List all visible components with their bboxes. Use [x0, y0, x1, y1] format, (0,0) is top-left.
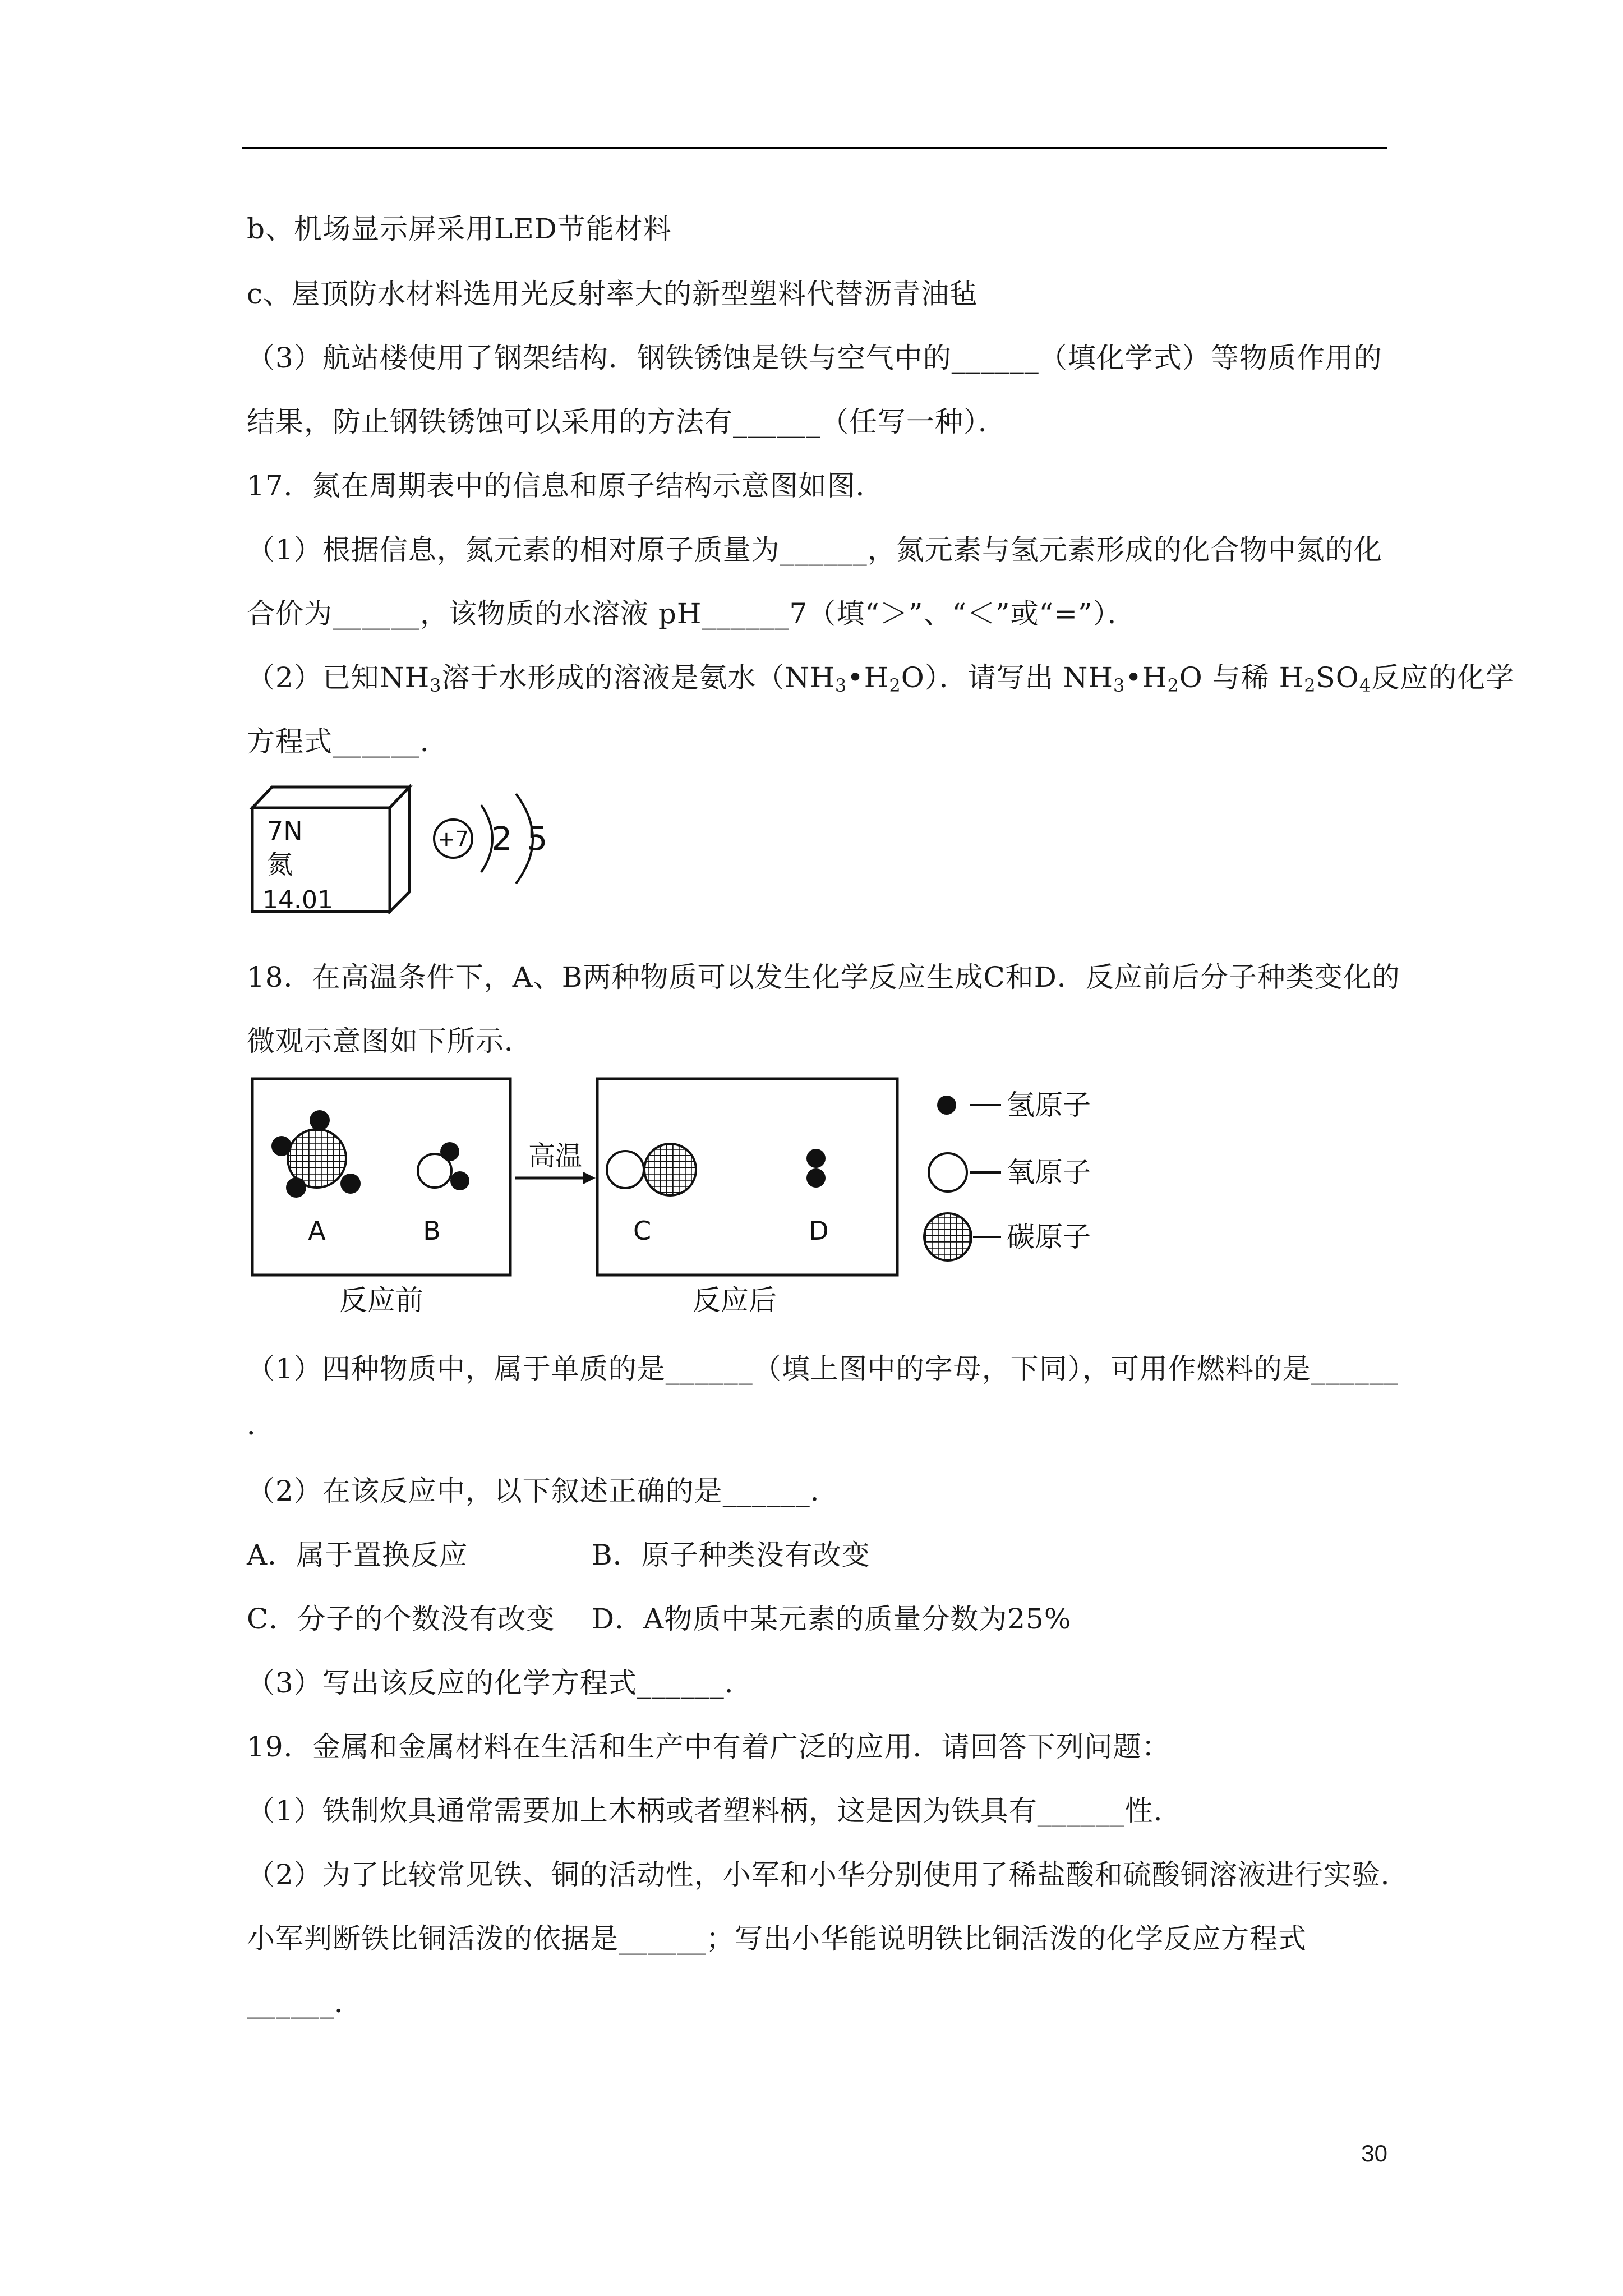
after-caption: 反应后: [693, 1284, 777, 1317]
text-line: （1）铁制炊具通常需要加上木柄或者塑料柄，这是因为铁具有______性．: [247, 1795, 1182, 1827]
text-line: （1）根据信息，氮元素的相对原子质量为______，氮元素与氢元素形成的化合物中氮的化: [247, 533, 1382, 566]
text-line: 微观示意图如下所示．: [247, 1025, 533, 1057]
hydrogen-atom: [806, 1149, 826, 1168]
question-19-title: 19．金属和金属材料在生活和生产中有着广泛的应用．请回答下列问题：: [247, 1731, 1170, 1763]
legend-oxygen-label: 氧原子: [1007, 1156, 1091, 1189]
element-symbol: 7N: [267, 816, 303, 846]
shell-1-electrons: 2: [491, 820, 513, 858]
question-18-title: 18．在高温条件下，A、B两种物质可以发生化学反应生成C和D．反应前后分子种类变化的: [247, 961, 1400, 993]
text-line: 合价为______，该物质的水溶液 pH______7（填“＞”、“＜”或“=”）．: [247, 597, 1136, 630]
element-box-top: [252, 787, 409, 808]
text-line: ．: [247, 1409, 275, 1441]
text-line: 结果，防止钢铁锈蚀可以采用的方法有______（任写一种）．: [247, 406, 1007, 438]
hydrogen-atom: [271, 1136, 292, 1156]
hydrogen-atom: [806, 1168, 826, 1188]
text-line: 方程式______．: [247, 725, 449, 758]
legend-carbon-symbol: [924, 1213, 971, 1260]
label-b: B: [423, 1216, 441, 1246]
arrow-label: 高温: [528, 1140, 583, 1172]
text-line: （2）为了比较常见铁、铜的活动性，小军和小华分别使用了稀盐酸和硫酸铜溶液进行实验．: [247, 1858, 1409, 1891]
element-mass: 14.01: [262, 886, 333, 914]
text-line: b、机场显示屏采用LED节能材料: [247, 213, 672, 245]
reaction-diagram: [247, 1069, 1133, 1321]
option-c: C．分子的个数没有改变: [247, 1603, 555, 1635]
text-line: （3）写出该反应的化学方程式______．: [247, 1667, 753, 1699]
text-line: （3）航站楼使用了钢架结构．钢铁锈蚀是铁与空气中的______（填化学式）等物质作用的: [247, 342, 1382, 374]
legend-hydrogen-label: 氢原子: [1007, 1089, 1091, 1121]
label-c: C: [633, 1216, 652, 1246]
legend-oxygen-symbol: [929, 1153, 967, 1191]
element-box-side: [390, 787, 409, 912]
legend-hydrogen-symbol: [937, 1096, 956, 1115]
hydrogen-atom: [440, 1142, 459, 1161]
carbon-atom: [644, 1144, 696, 1195]
label-d: D: [809, 1216, 829, 1246]
legend-carbon-label: 碳原子: [1007, 1221, 1091, 1253]
option-a: A．属于置换反应: [247, 1539, 468, 1571]
nucleus-charge: +7: [437, 827, 469, 852]
nitrogen-figure: [247, 777, 561, 914]
element-name: 氮: [267, 849, 293, 880]
shell-2-electrons: 5: [527, 820, 548, 858]
text-line: （2）在该反应中，以下叙述正确的是______．: [247, 1475, 839, 1507]
option-d: D．A物质中某元素的质量分数为25%: [592, 1603, 1072, 1635]
question-17-title: 17．氮在周期表中的信息和原子结构示意图如图．: [247, 470, 884, 502]
hydrogen-atom: [450, 1171, 469, 1190]
oxygen-atom: [607, 1151, 644, 1188]
text-line: 小军判断铁比铜活泼的依据是______；写出小华能说明铁比铜活泼的化学反应方程式: [247, 1922, 1307, 1955]
q17-part2-line: （2）已知$NH_3$溶于水形成的溶液是氨水$(NH_3•H_2O)$．请写出 $NH_3•H_2O$ 与稀 $H_2SO_4$反应的化学: [247, 661, 1515, 696]
header-rule: [242, 147, 1387, 149]
text-line: （1）四种物质中，属于单质的是______（填上图中的字母，下同），可用作燃料的是______: [247, 1352, 1399, 1385]
hydrogen-atom: [340, 1174, 361, 1194]
option-b: B．原子种类没有改变: [592, 1539, 870, 1571]
before-box: [252, 1079, 510, 1275]
hydrogen-atom: [310, 1110, 330, 1130]
page-number: 30: [1361, 2140, 1387, 2166]
arrow-head: [583, 1172, 596, 1184]
text-line: ______．: [247, 1986, 363, 2019]
hydrogen-atom: [286, 1177, 306, 1198]
label-a: A: [308, 1216, 326, 1246]
before-caption: 反应前: [339, 1284, 423, 1317]
text-line: c、屋顶防水材料选用光反射率大的新型塑料代替沥青油毡: [247, 278, 979, 310]
